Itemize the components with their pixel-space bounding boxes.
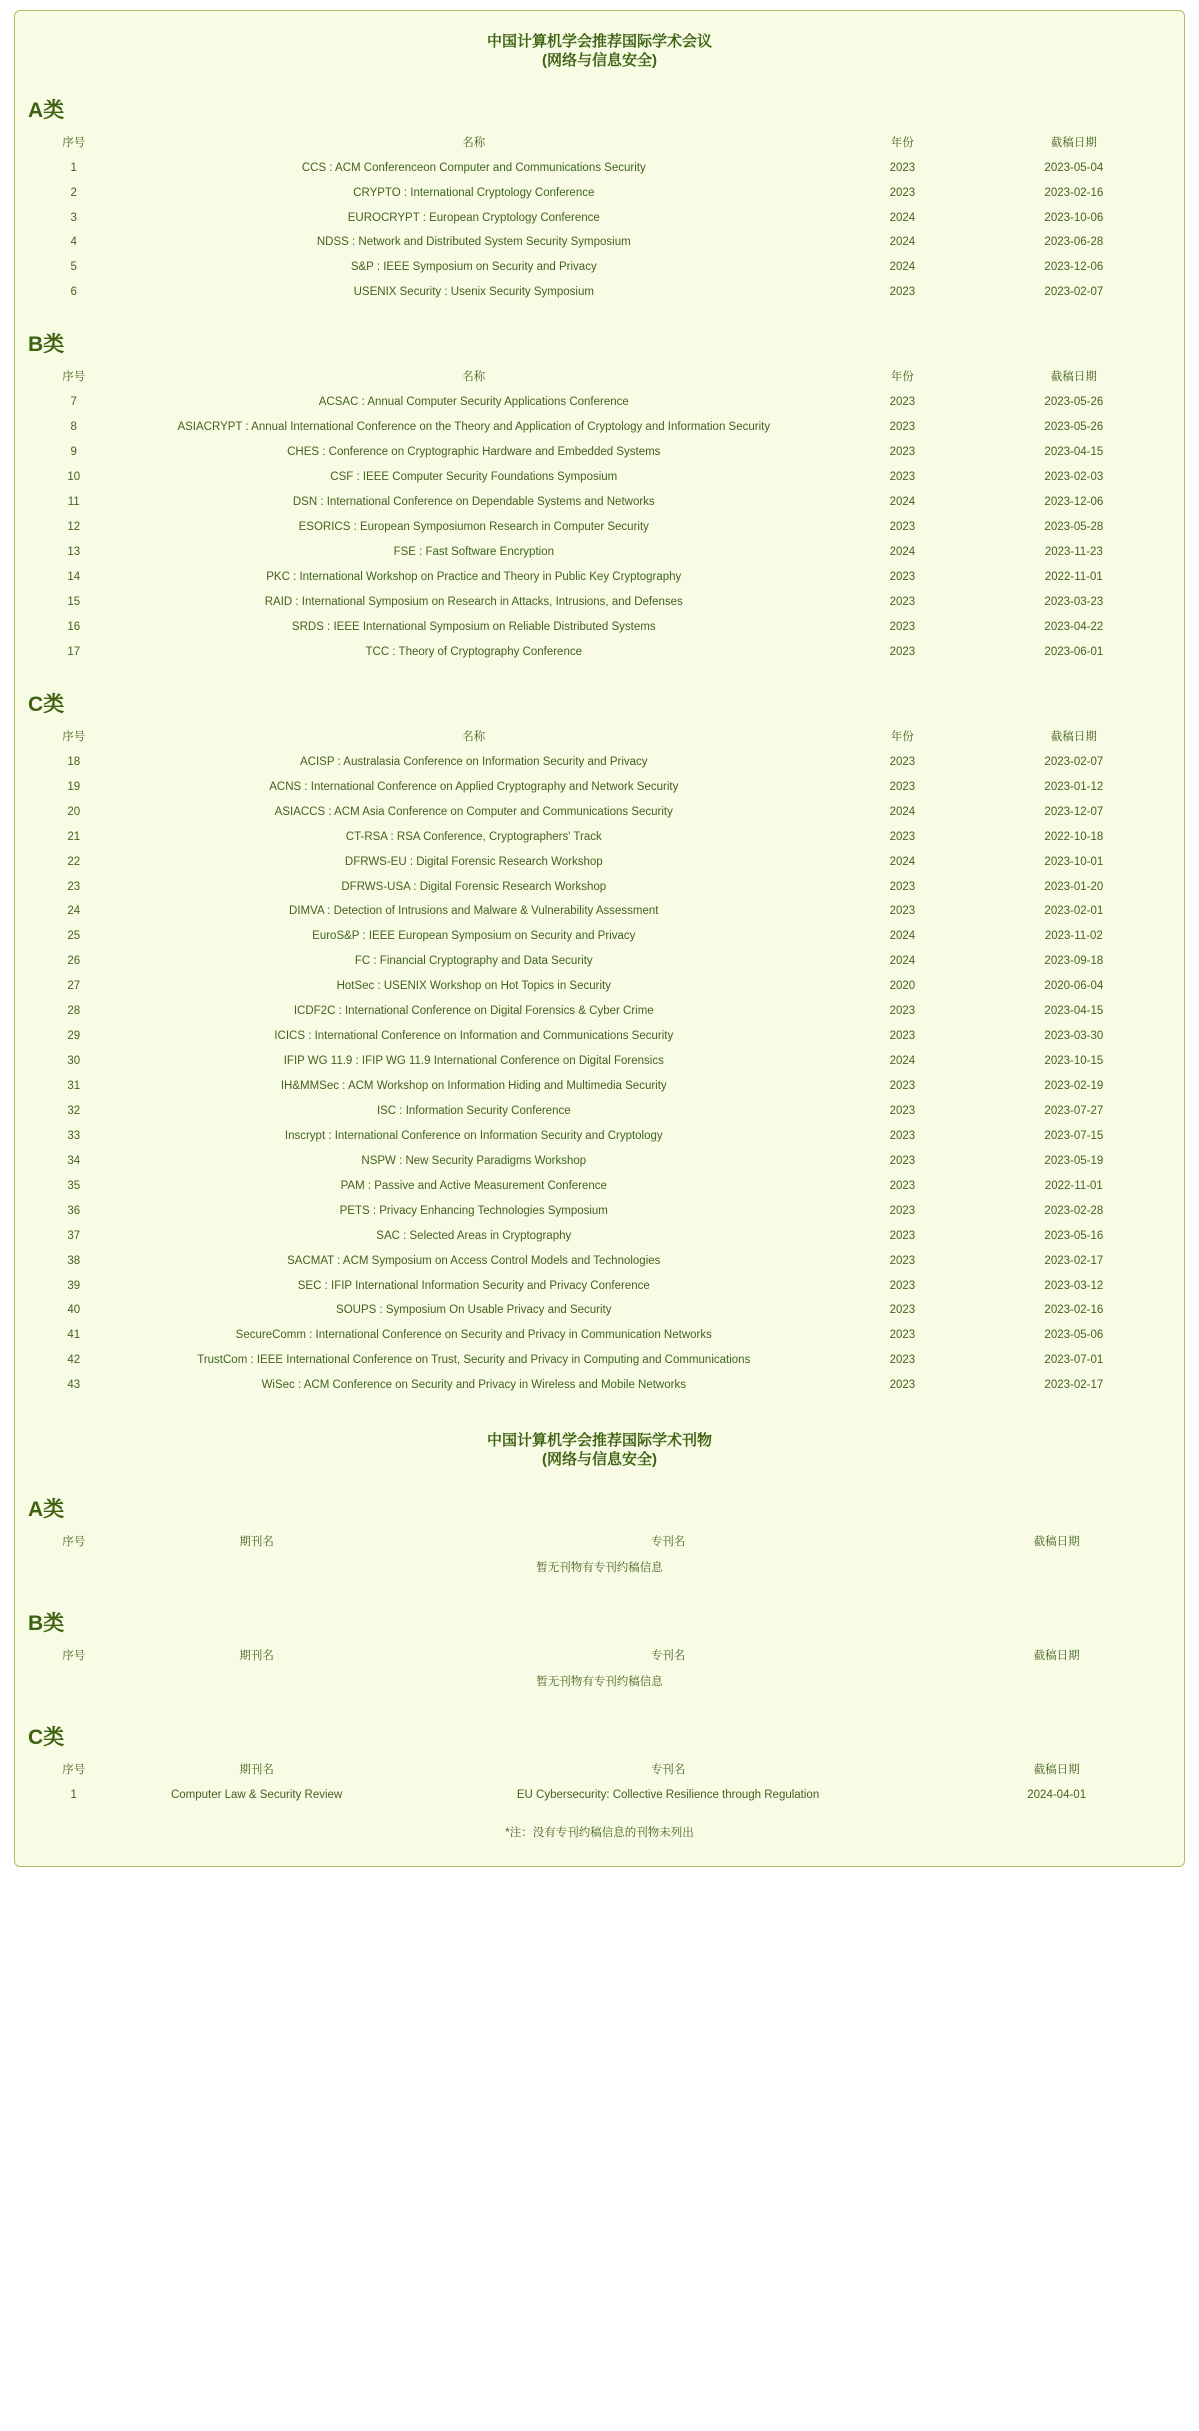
cell-name: TrustCom : IEEE International Conference on Trust, Security and Privacy in Computing and Communications — [197, 1354, 751, 1367]
cell-year: 2024 — [889, 855, 916, 868]
cell-name: SRDS : IEEE International Symposium on Reliable Distributed Systems — [291, 620, 656, 633]
cell-index: 42 — [67, 1354, 81, 1367]
cell-year: 2023 — [889, 471, 916, 484]
conference-title-line1: 中国计算机学会推荐国际学术会议 — [486, 33, 712, 50]
cell-index: 29 — [67, 1030, 81, 1043]
conference-row — [28, 540, 1171, 565]
cell-name: ASIACCS : ACM Asia Conference on Computer and Communications Security — [274, 805, 673, 818]
cell-name: FSE : Fast Software Encryption — [393, 546, 554, 558]
cell-name: ISC : Information Security Conference — [376, 1104, 571, 1117]
cell-index: 14 — [67, 570, 81, 583]
cell-deadline: 2023-02-16 — [1044, 1304, 1104, 1317]
cell-deadline: 2022-11-01 — [1044, 570, 1103, 583]
cell-name: CT-RSA : RSA Conference, Cryptographers' Track — [345, 830, 602, 843]
journal-row — [28, 1783, 1171, 1808]
conference-table — [28, 365, 1171, 664]
cell-year: 2023 — [889, 1379, 916, 1392]
cell-year: 2023 — [889, 1154, 916, 1167]
cell-year: 2023 — [889, 521, 916, 534]
cell-year: 2023 — [889, 905, 916, 918]
conference-row — [28, 850, 1171, 875]
cell-year: 2024 — [889, 236, 916, 249]
col-header-year: 年份 — [890, 136, 914, 149]
cell-special-issue: EU Cybersecurity: Collective Resilience through Regulation — [516, 1788, 820, 1801]
cell-deadline: 2023-04-22 — [1044, 620, 1104, 633]
cell-deadline: 2023-05-28 — [1044, 521, 1104, 534]
col-header-journal-name: 期刊名 — [239, 1764, 274, 1776]
conference-row — [28, 390, 1171, 415]
cell-index: 18 — [67, 755, 81, 768]
cell-deadline: 2023-07-01 — [1044, 1354, 1104, 1367]
cell-deadline: 2023-05-04 — [1044, 161, 1104, 174]
conference-header-row — [28, 725, 1171, 750]
cell-index: 16 — [67, 620, 81, 633]
cell-index: 15 — [67, 595, 81, 608]
conference-row — [28, 1099, 1171, 1124]
cell-index: 28 — [67, 1005, 81, 1018]
col-header-special-issue: 专刊名 — [650, 1535, 686, 1548]
cell-index: 5 — [70, 261, 77, 274]
conference-table — [28, 725, 1171, 1398]
conference-row — [28, 800, 1171, 825]
conference-row — [28, 255, 1171, 280]
empty-message: 暂无刊物有专刊约稿信息 — [536, 1561, 663, 1574]
journal-section-label: B类 — [28, 1611, 65, 1635]
cell-index: 39 — [67, 1279, 81, 1292]
cell-index: 41 — [67, 1329, 81, 1342]
cell-name: ACISP : Australasia Conference on Information Security and Privacy — [300, 755, 648, 768]
cell-index: 3 — [70, 211, 77, 224]
cell-name: ICDF2C : International Conference on Digital Forensics & Cyber Crime — [293, 1005, 654, 1018]
cell-year: 2023 — [889, 1354, 916, 1367]
conference-header-row — [28, 131, 1171, 156]
col-header-deadline: 截稿日期 — [1050, 136, 1097, 149]
col-header-journal-name: 期刊名 — [239, 1535, 274, 1548]
journal-title-line1: 中国计算机学会推荐国际学术刊物 — [486, 1432, 712, 1450]
cell-index: 40 — [67, 1304, 81, 1317]
cell-deadline: 2024-04-01 — [1027, 1788, 1087, 1801]
journal-sections — [28, 1497, 1171, 1808]
col-header-index: 序号 — [62, 136, 86, 149]
conference-section-label: B类 — [28, 333, 65, 357]
cell-year: 2024 — [889, 261, 916, 274]
cell-name: USENIX Security : Usenix Security Symposium — [353, 286, 594, 299]
conference-row — [28, 974, 1171, 999]
cell-year: 2023 — [889, 1080, 916, 1092]
cell-name: HotSec : USENIX Workshop on Hot Topics in Security — [336, 980, 611, 993]
cell-year: 2023 — [889, 1229, 916, 1242]
cell-index: 8 — [70, 421, 77, 434]
cell-name: PKC : International Workshop on Practice and Theory in Public Key Cryptography — [266, 570, 682, 583]
conference-row — [28, 999, 1171, 1024]
cell-index: 4 — [70, 236, 77, 249]
cell-index: 9 — [70, 446, 77, 459]
col-header-name: 名称 — [462, 730, 486, 743]
cell-year: 2023 — [889, 830, 916, 843]
cell-deadline: 2023-09-18 — [1044, 955, 1104, 968]
cell-index: 20 — [67, 805, 81, 818]
cell-index: 21 — [67, 830, 81, 843]
cell-index: 43 — [67, 1379, 81, 1392]
cell-deadline: 2023-03-23 — [1044, 595, 1104, 608]
cell-year: 2023 — [889, 1204, 916, 1217]
cell-index: 34 — [67, 1154, 81, 1167]
cell-year: 2023 — [889, 1005, 916, 1018]
conference-row — [28, 1149, 1171, 1174]
cell-name: PETS : Privacy Enhancing Technologies Symposium — [339, 1204, 608, 1217]
cell-index: 27 — [67, 980, 81, 993]
conference-row — [28, 1024, 1171, 1049]
cell-name: CRYPTO : International Cryptology Conference — [353, 186, 595, 199]
cell-index: 22 — [67, 855, 81, 868]
conference-row — [28, 825, 1171, 850]
cell-index: 36 — [67, 1204, 81, 1217]
cell-name: ESORICS : European Symposiumon Research in Computer Security — [298, 521, 649, 534]
cell-index: 26 — [67, 955, 81, 968]
cell-name: EuroS&P : IEEE European Symposium on Security and Privacy — [312, 930, 636, 943]
col-header-index: 序号 — [62, 1764, 86, 1776]
cell-deadline: 2023-04-15 — [1044, 1005, 1104, 1018]
conference-title-line2: (网络与信息安全) — [542, 51, 657, 69]
journal-header-row — [28, 1644, 1171, 1669]
conference-row — [28, 490, 1171, 515]
col-header-deadline: 截稿日期 — [1050, 371, 1097, 384]
col-header-name: 名称 — [462, 371, 486, 384]
cell-name: FC : Financial Cryptography and Data Security — [354, 955, 593, 968]
cell-name: DSN : International Conference on Dependable Systems and Networks — [292, 496, 655, 509]
cell-deadline: 2023-05-26 — [1044, 421, 1104, 434]
cell-year: 2024 — [889, 496, 916, 509]
cell-year: 2023 — [889, 286, 916, 299]
conference-section-label: A类 — [28, 98, 65, 122]
cell-year: 2023 — [889, 645, 916, 658]
cell-index: 1 — [70, 1788, 77, 1801]
cell-name: Inscrypt : International Conference on Information Security and Cryptology — [284, 1129, 663, 1142]
cell-year: 2023 — [889, 161, 916, 174]
cell-year: 2023 — [889, 186, 916, 199]
cell-index: 13 — [67, 546, 81, 558]
conference-sections — [28, 98, 1171, 1399]
journal-header-row — [28, 1530, 1171, 1555]
cell-name: DFRWS-EU : Digital Forensic Research Workshop — [344, 855, 603, 868]
cell-year: 2023 — [889, 1129, 916, 1142]
cell-year: 2023 — [889, 755, 916, 768]
cell-deadline: 2023-02-19 — [1044, 1080, 1104, 1092]
cell-name: DFRWS-USA : Digital Forensic Research Workshop — [341, 880, 607, 893]
cell-deadline: 2023-07-27 — [1044, 1104, 1104, 1117]
conference-row — [28, 230, 1171, 255]
cell-name: SecureComm : International Conference on Security and Privacy in Communication Networks — [235, 1329, 712, 1342]
cell-deadline: 2022-10-18 — [1044, 830, 1104, 843]
cell-name: DIMVA : Detection of Intrusions and Malware & Vulnerability Assessment — [289, 905, 659, 918]
cell-year: 2023 — [889, 570, 916, 583]
cell-name: NSPW : New Security Paradigms Workshop — [361, 1154, 587, 1167]
conference-row — [28, 280, 1171, 305]
cell-index: 30 — [67, 1055, 81, 1068]
cell-deadline: 2020-06-04 — [1044, 980, 1104, 993]
cell-name: TCC : Theory of Cryptography Conference — [365, 645, 582, 658]
conference-row — [28, 775, 1171, 800]
cell-deadline: 2023-05-06 — [1044, 1329, 1104, 1342]
conference-row — [28, 1049, 1171, 1074]
col-header-deadline: 截稿日期 — [1050, 730, 1097, 743]
col-header-index: 序号 — [62, 371, 86, 384]
cell-index: 33 — [67, 1129, 81, 1142]
cell-name: ASIACRYPT : Annual International Conference on the Theory and Application of Cryptology and Information Security — [177, 421, 771, 434]
cell-deadline: 2023-02-17 — [1044, 1379, 1104, 1392]
empty-row — [28, 1555, 1171, 1584]
cell-year: 2023 — [889, 1254, 916, 1267]
cell-deadline: 2023-06-01 — [1044, 645, 1104, 658]
cell-name: ACSAC : Annual Computer Security Applications Conference — [318, 396, 629, 409]
conference-row — [28, 924, 1171, 949]
conference-row — [28, 1224, 1171, 1249]
cell-index: 6 — [70, 286, 77, 299]
cell-year: 2023 — [889, 1279, 916, 1292]
conference-row — [28, 565, 1171, 590]
cell-index: 2 — [70, 186, 77, 199]
cell-deadline: 2023-03-30 — [1044, 1030, 1104, 1043]
conference-row — [28, 156, 1171, 181]
cell-name: ICICS : International Conference on Information and Communications Security — [274, 1030, 674, 1043]
journal-table — [28, 1644, 1171, 1698]
col-header-deadline: 截稿日期 — [1033, 1535, 1080, 1548]
cell-deadline: 2023-01-12 — [1044, 780, 1104, 793]
conference-table — [28, 131, 1171, 306]
cell-deadline: 2023-02-16 — [1044, 186, 1104, 199]
journal-table — [28, 1758, 1171, 1808]
conference-row — [28, 1199, 1171, 1224]
cell-name: CSF : IEEE Computer Security Foundations Symposium — [330, 471, 618, 484]
col-header-journal-name: 期刊名 — [239, 1649, 274, 1662]
conference-row — [28, 1274, 1171, 1299]
cell-deadline: 2023-10-15 — [1044, 1055, 1104, 1068]
cell-deadline: 2023-02-01 — [1044, 905, 1104, 918]
col-header-deadline: 截稿日期 — [1033, 1764, 1080, 1776]
footnote: *注：没有专刊约稿信息的刊物未列出 — [505, 1826, 694, 1839]
cell-year: 2023 — [889, 1030, 916, 1043]
conference-row — [28, 1249, 1171, 1274]
cell-name: IFIP WG 11.9 : IFIP WG 11.9 International Conference on Digital Forensics — [283, 1055, 664, 1068]
cell-deadline: 2023-02-03 — [1044, 471, 1104, 484]
cell-index: 35 — [67, 1179, 81, 1192]
cell-name: RAID : International Symposium on Research in Attacks, Intrusions, and Defenses — [264, 595, 683, 608]
col-header-year: 年份 — [890, 730, 914, 743]
cell-year: 2023 — [889, 595, 916, 608]
cell-deadline: 2023-12-07 — [1044, 805, 1104, 818]
cell-name: WiSec : ACM Conference on Security and Privacy in Wireless and Mobile Networks — [261, 1379, 686, 1392]
cell-name: CCS : ACM Conferenceon Computer and Communications Security — [301, 161, 646, 174]
journal-section-label: C类 — [28, 1725, 65, 1749]
journal-section-label: A类 — [28, 1497, 65, 1521]
cell-deadline: 2023-02-07 — [1044, 755, 1104, 768]
journal-header-row — [28, 1758, 1171, 1783]
empty-message: 暂无刊物有专刊约稿信息 — [536, 1675, 663, 1688]
cell-year: 2023 — [889, 396, 916, 409]
conference-row — [28, 1373, 1171, 1398]
col-header-special-issue: 专刊名 — [650, 1649, 686, 1662]
cell-year: 2023 — [889, 780, 916, 793]
cell-name: CHES : Conference on Cryptographic Hardware and Embedded Systems — [287, 446, 661, 459]
cell-name: IH&MMSec : ACM Workshop on Information Hiding and Multimedia Security — [280, 1080, 667, 1092]
conference-row — [28, 206, 1171, 231]
cell-index: 31 — [67, 1080, 81, 1092]
cell-deadline: 2023-07-15 — [1044, 1129, 1104, 1142]
conference-row — [28, 750, 1171, 775]
journal-title-line2: (网络与信息安全) — [542, 1450, 657, 1468]
cell-name: SEC : IFIP International Information Security and Privacy Conference — [297, 1279, 650, 1292]
cell-deadline: 2023-12-06 — [1044, 261, 1104, 274]
cell-year: 2024 — [889, 211, 916, 224]
cell-deadline: 2023-05-16 — [1044, 1229, 1104, 1242]
col-header-name: 名称 — [462, 136, 486, 149]
conference-row — [28, 899, 1171, 924]
cell-year: 2023 — [889, 1104, 916, 1117]
cell-year: 2023 — [889, 421, 916, 434]
cell-name: EUROCRYPT : European Cryptology Conference — [347, 211, 600, 224]
cell-year: 2024 — [889, 546, 916, 558]
cell-deadline: 2022-11-01 — [1044, 1179, 1103, 1192]
cell-name: PAM : Passive and Active Measurement Conference — [340, 1179, 607, 1192]
cell-year: 2024 — [889, 805, 916, 818]
col-header-index: 序号 — [62, 730, 86, 743]
cell-index: 12 — [67, 521, 81, 534]
cell-deadline: 2023-02-28 — [1044, 1204, 1104, 1217]
cell-index: 1 — [70, 161, 77, 174]
cell-year: 2024 — [889, 1055, 916, 1068]
cell-year: 2023 — [889, 446, 916, 459]
cell-year: 2023 — [889, 1179, 916, 1192]
cell-deadline: 2023-05-26 — [1044, 396, 1104, 409]
cell-index: 38 — [67, 1254, 81, 1267]
cell-index: 23 — [67, 880, 81, 893]
cell-journal-name: Computer Law & Security Review — [170, 1788, 343, 1801]
cell-index: 7 — [70, 396, 77, 409]
col-header-year: 年份 — [890, 371, 914, 384]
cell-year: 2023 — [889, 620, 916, 633]
conference-row — [28, 515, 1171, 540]
cell-year: 2024 — [889, 930, 916, 943]
conference-row — [28, 590, 1171, 615]
cell-name: NDSS : Network and Distributed System Security Symposium — [316, 236, 631, 249]
cell-name: SACMAT : ACM Symposium on Access Control Models and Technologies — [287, 1254, 661, 1267]
cell-year: 2020 — [889, 980, 916, 993]
col-header-deadline: 截稿日期 — [1033, 1649, 1080, 1662]
cell-deadline: 2023-11-23 — [1044, 546, 1103, 558]
conference-row — [28, 1348, 1171, 1373]
cell-year: 2023 — [889, 880, 916, 893]
cell-year: 2023 — [889, 1304, 916, 1317]
cell-year: 2024 — [889, 955, 916, 968]
cell-index: 17 — [67, 645, 81, 658]
conference-row — [28, 949, 1171, 974]
conference-row — [28, 181, 1171, 206]
conference-row — [28, 1298, 1171, 1323]
conference-row — [28, 640, 1171, 665]
cell-index: 37 — [67, 1229, 81, 1242]
conference-header-row — [28, 365, 1171, 390]
conference-section-label: C类 — [28, 692, 65, 716]
col-header-special-issue: 专刊名 — [650, 1764, 686, 1776]
cell-name: S&P : IEEE Symposium on Security and Privacy — [350, 261, 597, 274]
cell-name: SOUPS : Symposium On Usable Privacy and Security — [336, 1304, 612, 1317]
cell-deadline: 2023-06-28 — [1044, 236, 1104, 249]
cell-index: 32 — [67, 1104, 81, 1117]
conference-row — [28, 1174, 1171, 1199]
cell-name: ACNS : International Conference on Applied Cryptography and Network Security — [269, 780, 679, 793]
cell-deadline: 2023-03-12 — [1044, 1279, 1104, 1292]
cell-index: 11 — [67, 496, 80, 509]
cell-index: 25 — [67, 930, 81, 943]
cell-deadline: 2023-10-01 — [1044, 855, 1104, 868]
conference-row — [28, 440, 1171, 465]
cell-year: 2023 — [889, 1329, 916, 1342]
cell-index: 19 — [67, 780, 81, 793]
ccf-recommendation-card — [14, 10, 1185, 1867]
cell-deadline: 2023-04-15 — [1044, 446, 1104, 459]
conference-row — [28, 415, 1171, 440]
empty-row — [28, 1669, 1171, 1698]
conference-row — [28, 1074, 1171, 1099]
cell-deadline: 2023-10-06 — [1044, 211, 1104, 224]
cell-deadline: 2023-02-07 — [1044, 286, 1104, 299]
conference-row — [28, 1124, 1171, 1149]
conference-title — [28, 33, 1171, 71]
cell-deadline: 2023-02-17 — [1044, 1254, 1104, 1267]
cell-index: 10 — [67, 471, 81, 484]
cell-deadline: 2023-11-02 — [1044, 930, 1103, 943]
cell-deadline: 2023-05-19 — [1044, 1154, 1104, 1167]
col-header-index: 序号 — [62, 1535, 86, 1548]
conference-row — [28, 615, 1171, 640]
conference-row — [28, 465, 1171, 490]
cell-name: SAC : Selected Areas in Cryptography — [376, 1229, 572, 1242]
col-header-index: 序号 — [62, 1649, 86, 1662]
cell-index: 24 — [67, 905, 81, 918]
conference-row — [28, 1323, 1171, 1348]
cell-deadline: 2023-01-20 — [1044, 880, 1104, 893]
cell-deadline: 2023-12-06 — [1044, 496, 1104, 509]
conference-row — [28, 875, 1171, 900]
journal-table — [28, 1530, 1171, 1584]
journal-title — [28, 1432, 1171, 1470]
